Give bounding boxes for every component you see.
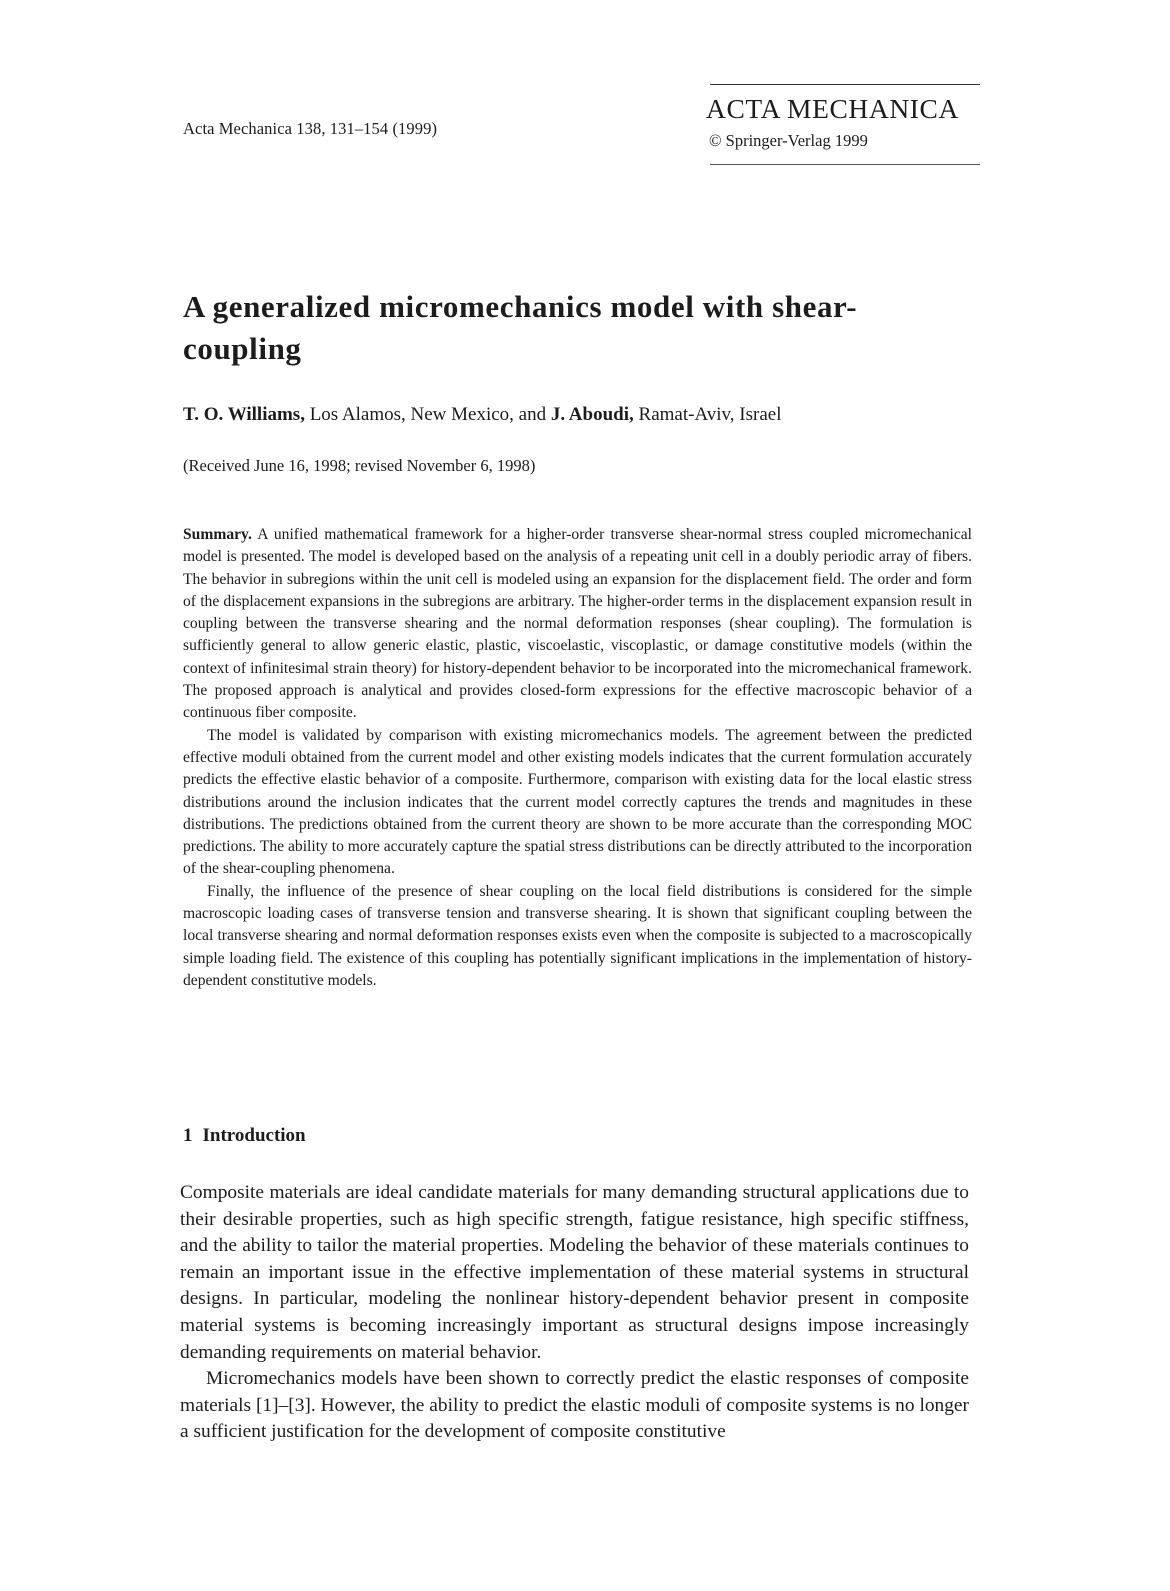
summary-abstract [183,524,972,992]
summary-paragraph [183,524,972,725]
journal-masthead [706,84,976,165]
masthead-top-rule [710,84,980,85]
author-name: T. O. Williams, [183,404,305,425]
author-affiliation: Ramat-Aviv, Israel [633,404,782,425]
summary-paragraph: The model is validated by comparison with existing micromechanics models. The agreement between the predicted effective moduli obtained from the current model and other existing models indicates that the current formulation accurately predicts the effective elastic behavior of a composite. Furthermore, comparison with existing data for the local elastic stress distributions around the inclusion indicates that the current model correctly captures the trends and magnitudes in these distributions. The predictions obtained from the current theory are shown to be more accurate than the corresponding MOC predictions. The ability to more accurately capture the spatial stress distributions can be directly attributed to the incorporation of the shear-coupling phenomena. [183,726,972,878]
summary-paragraph: Finally, the influence of the presence of shear coupling on the local field distributions is considered for the simple macroscopic loading cases of transverse tension and transverse shearing. It is shown that significant coupling between the local transverse shearing and normal deformation responses exists even when the composite is subjected to a macroscopically simple loading field. The existence of this coupling has potentially significant implications in the implementation of history-dependent constitutive models. [183,882,972,989]
article-title: A generalized micromechanics model with shear-coupling [183,289,858,366]
section-title: Introduction [202,1125,306,1146]
body-paragraph: Composite materials are ideal candidate materials for many demanding structural applications due to their desirable properties, such as high specific strength, fatigue resistance, high specific stiffness, and the ability to tailor the material properties. Modeling the behavior of these materials continues to remain an important issue in the effective implementation of these material systems in structural designs. In particular, modeling the nonlinear history-dependent behavior present in composite material systems is becoming increasingly important as structural designs impose increasingly demanding requirements on material behavior. [180,1182,969,1363]
masthead-bottom-rule [710,164,980,165]
author-name: J. Aboudi, [550,404,634,425]
body-paragraph: Micromechanics models have been shown to correctly predict the elastic responses of composite materials [1]–[3]. However, the ability to predict the elastic moduli of composite systems is no longer a sufficient justification for the development of composite constitutive [180,1368,969,1443]
section-heading [183,1125,306,1147]
journal-name: ACTA MECHANICA [706,93,959,124]
author-affiliation: Los Alamos, New Mexico, and [304,404,551,425]
author-line [183,404,782,426]
section-number: 1 [183,1125,193,1146]
received-dates: (Received June 16, 1998; revised November 6, 1998) [183,456,536,475]
journal-citation: Acta Mechanica 138, 131–154 (1999) [183,119,438,138]
introduction-body [180,1180,969,1446]
copyright-notice: © Springer-Verlag 1999 [709,131,868,150]
summary-label: Summary. [183,526,252,543]
summary-text: A unified mathematical framework for a higher-order transverse shear-normal stress coupled micromechanical model is presented. The model is developed based on the analysis of a repeating unit cell in a doubly periodic array of fibers. The behavior in subregions within the unit cell is modeled using an expansion for the displacement field. The order and form of the displacement expansions in the subregions are arbitrary. The higher-order terms in the displacement expansion result in coupling between the transverse shearing and the normal deformation responses (shear coupling). The formulation is sufficiently general to allow generic elastic, plastic, viscoelastic, viscoplastic, or damage constitutive models (within the context of infinitesimal strain theory) for history-dependent behavior to be incorporated into the micromechanical framework. The proposed approach is analytical and provides closed-form expressions for the effective macroscopic behavior of a continuous fiber composite. [183,526,972,722]
